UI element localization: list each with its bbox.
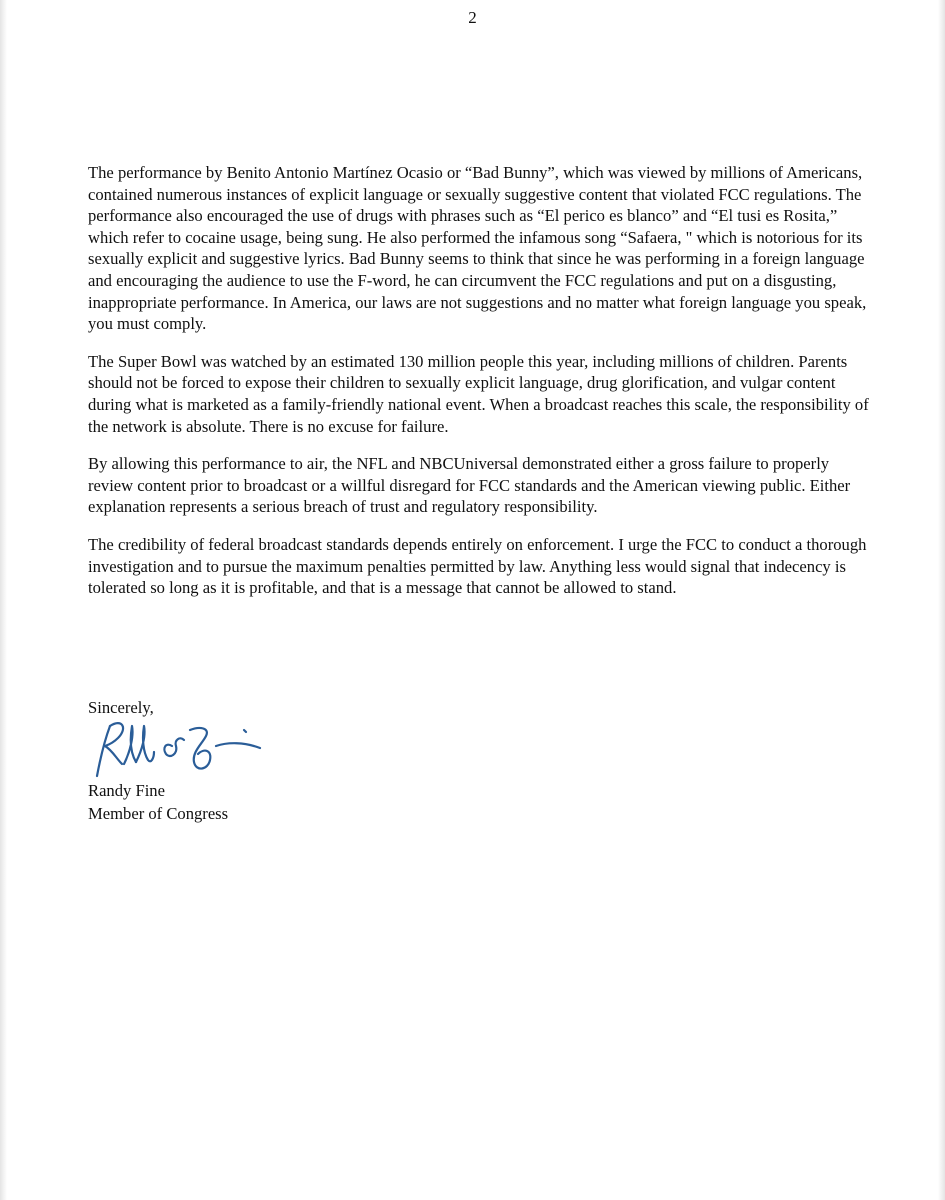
paragraph-super-bowl-audience: The Super Bowl was watched by an estimated 130 million people this year, including millions of children. Parents should not be forced to expose their children to sexually explicit language, drug glorification, and vulgar content during what is marketed as a family-friendly national event. When a broadcast reaches this scale, the responsibility of the network is absolute. There is no excuse for failure. <box>88 351 869 436</box>
signer-block <box>88 779 228 825</box>
page-number: 2 <box>468 8 477 27</box>
paragraph-nfl-nbcuniversal: By allowing this performance to air, the NFL and NBCUniversal demonstrated either a gross failure to properly review content prior to broadcast or a willful disregard for FCC standards and the American viewing public. Either explanation represents a serious breach of trust and regulatory responsibility. <box>88 454 851 517</box>
signer-title: Member of Congress <box>88 804 229 823</box>
closing-salutation: Sincerely, <box>88 698 154 717</box>
handwritten-signature <box>88 712 278 782</box>
signer-name: Randy Fine <box>88 781 165 800</box>
paragraph-performance: The performance by Benito Antonio Martínez Ocasio or “Bad Bunny”, which was viewed by millions of Americans, contained numerous instances of explicit language or sexually suggestive content that violated FCC regulations. The performance also encouraged the use of drugs with phrases such as “El perico es blanco” and “El tusi es Rosita,” which refer to cocaine usage, being sung. He also performed the infamous song “Safaera, " which is notorious for its sexually explicit and suggestive lyrics. Bad Bunny seems to think that since he was performing in a foreign language and encouraging the audience to use the F-word, he can circumvent the FCC regulations and put on a disgusting, inappropriate performance. In America, our laws are not suggestions and no matter what foreign language you speak, you must comply. <box>88 163 867 334</box>
page-edge-right <box>938 0 945 1200</box>
page-edge-left <box>0 0 7 1200</box>
letter-body <box>88 162 878 615</box>
paragraph-enforcement-request: The credibility of federal broadcast standards depends entirely on enforcement. I urge the FCC to conduct a thorough investigation and to pursue the maximum penalties permitted by law. Anything less would signal that indecency is tolerated so long as it is profitable, and that is a message that cannot be allowed to stand. <box>88 534 867 598</box>
